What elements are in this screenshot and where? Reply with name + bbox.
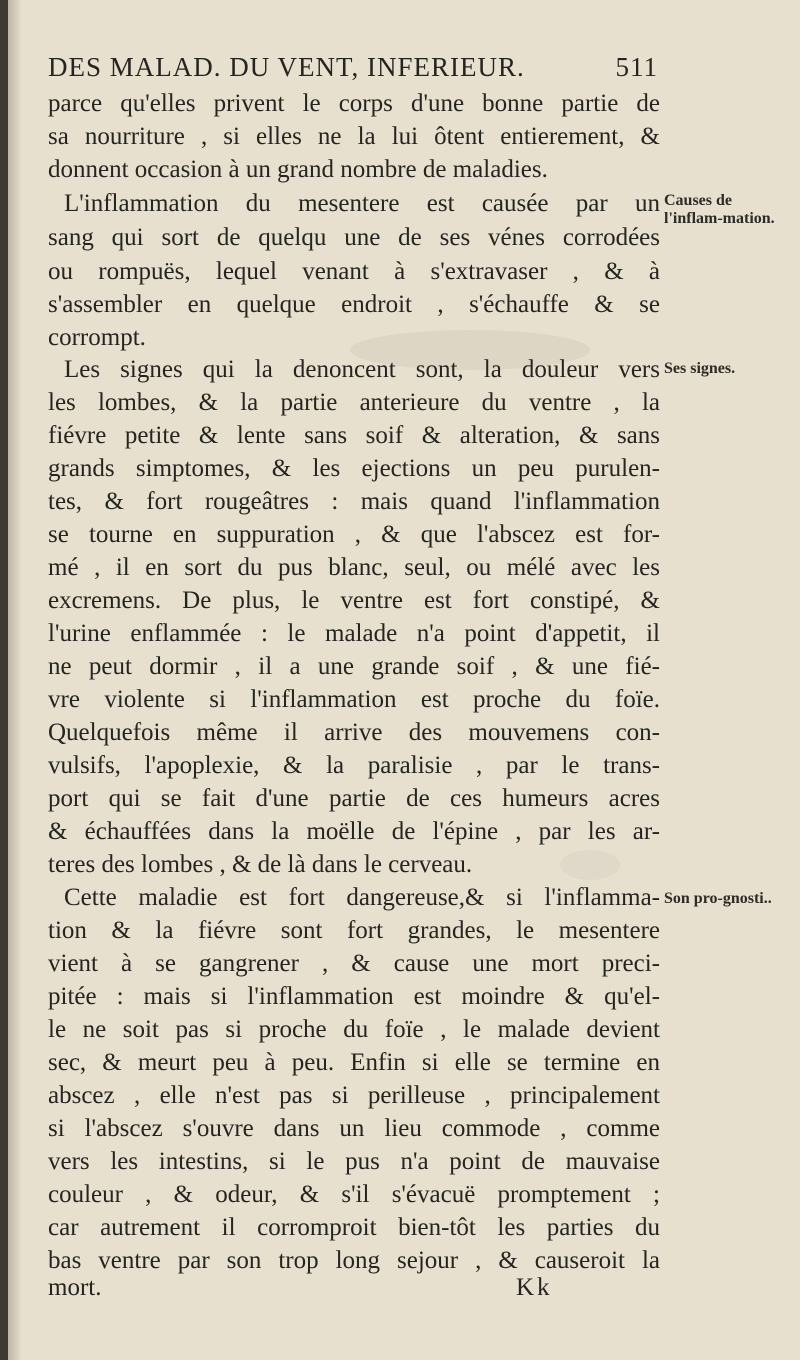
margin-note-signes: Ses signes. <box>664 360 736 377</box>
text-line: mort. <box>48 1274 102 1301</box>
text-line: abscez , elle n'est pas si perilleuse , principalement <box>48 1082 660 1109</box>
text-line: pitée : mais si l'inflammation est moindre & qu'el- <box>48 983 660 1010</box>
text-line: teres des lombes , & de là dans le cerveau. <box>48 851 473 878</box>
page-stain <box>560 850 620 880</box>
text-line: ou rompuës, lequel venant à s'extravaser , & à <box>48 258 660 285</box>
running-head: DES MALAD. DU VENT, INFERIEUR. <box>48 52 525 82</box>
text-line: vient à se gangrener , & cause une mort preci- <box>48 950 660 977</box>
page-stain <box>350 330 590 370</box>
text-line: parce qu'elles privent le corps d'une bonne partie de <box>48 90 660 117</box>
text-line: Les signes qui la denoncent sont, la douleur vers <box>64 356 660 383</box>
page-header <box>48 52 658 92</box>
text-line: fiévre petite & lente sans soif & alteration, & sans <box>48 422 660 449</box>
text-line: corrompt. <box>48 324 146 351</box>
text-line: ne peut dormir , il a une grande soif , & une fié- <box>48 653 660 680</box>
text-line: bas ventre par son trop long sejour , & causeroit la <box>48 1247 660 1274</box>
margin-note-causes: Causes de l'inflam-mation. <box>664 192 775 227</box>
text-line: & échauffées dans la moëlle de l'épine , par les ar- <box>48 818 660 845</box>
text-line: si l'abscez s'ouvre dans un lieu commode , comme <box>48 1115 660 1142</box>
text-line: sang qui sort de quelqu une de ses vénes corrodées <box>48 224 660 251</box>
text-line: L'inflammation du mesentere est causée par un <box>64 190 660 217</box>
text-line: tion & la fiévre sont fort grandes, le mesentere <box>48 917 660 944</box>
text-line: excremens. De plus, le ventre est fort constipé, & <box>48 587 660 614</box>
text-line: Cette maladie est fort dangereuse,& si l'inflamma- <box>64 884 660 911</box>
text-line: sec, & meurt peu à peu. Enfin si elle se termine en <box>48 1049 660 1076</box>
text-line: les lombes, & la partie anterieure du ventre , la <box>48 389 660 416</box>
text-line: se tourne en suppuration , & que l'abscez est for- <box>48 521 660 548</box>
text-line: Quelquefois même il arrive des mouvemens con- <box>48 719 660 746</box>
signature-mark: Kk <box>516 1274 553 1301</box>
margin-note-prognostic: Son pro-gnosti.. <box>664 890 772 907</box>
text-line: l'urine enflammée : le malade n'a point d'appetit, il <box>48 620 660 647</box>
text-line: sa nourriture , si elles ne la lui ôtent entierement, & <box>48 123 660 150</box>
text-line: le ne soit pas si proche du foïe , le malade devient <box>48 1016 660 1043</box>
text-line: grands simptomes, & les ejections un peu purulen- <box>48 455 660 482</box>
text-line: vulsifs, l'apoplexie, & la paralisie , par le trans- <box>48 752 660 779</box>
text-line: car autrement il corromproit bien-tôt les parties du <box>48 1214 660 1241</box>
text-line: vre violente si l'inflammation est proche du foïe. <box>48 686 660 713</box>
text-line: port qui se fait d'une partie de ces humeurs acres <box>48 785 660 812</box>
text-line: couleur , & odeur, & s'il s'évacuë promptement ; <box>48 1181 660 1208</box>
text-line: s'assembler en quelque endroit , s'échauffe & se <box>48 291 660 318</box>
text-line: donnent occasion à un grand nombre de maladies. <box>48 156 548 183</box>
text-line: mé , il en sort du pus blanc, seul, ou mélé avec les <box>48 554 660 581</box>
page-number: 511 <box>615 52 658 82</box>
text-line: vers les intestins, si le pus n'a point de mauvaise <box>48 1148 660 1175</box>
text-line: tes, & fort rougeâtres : mais quand l'inflammation <box>48 488 660 515</box>
